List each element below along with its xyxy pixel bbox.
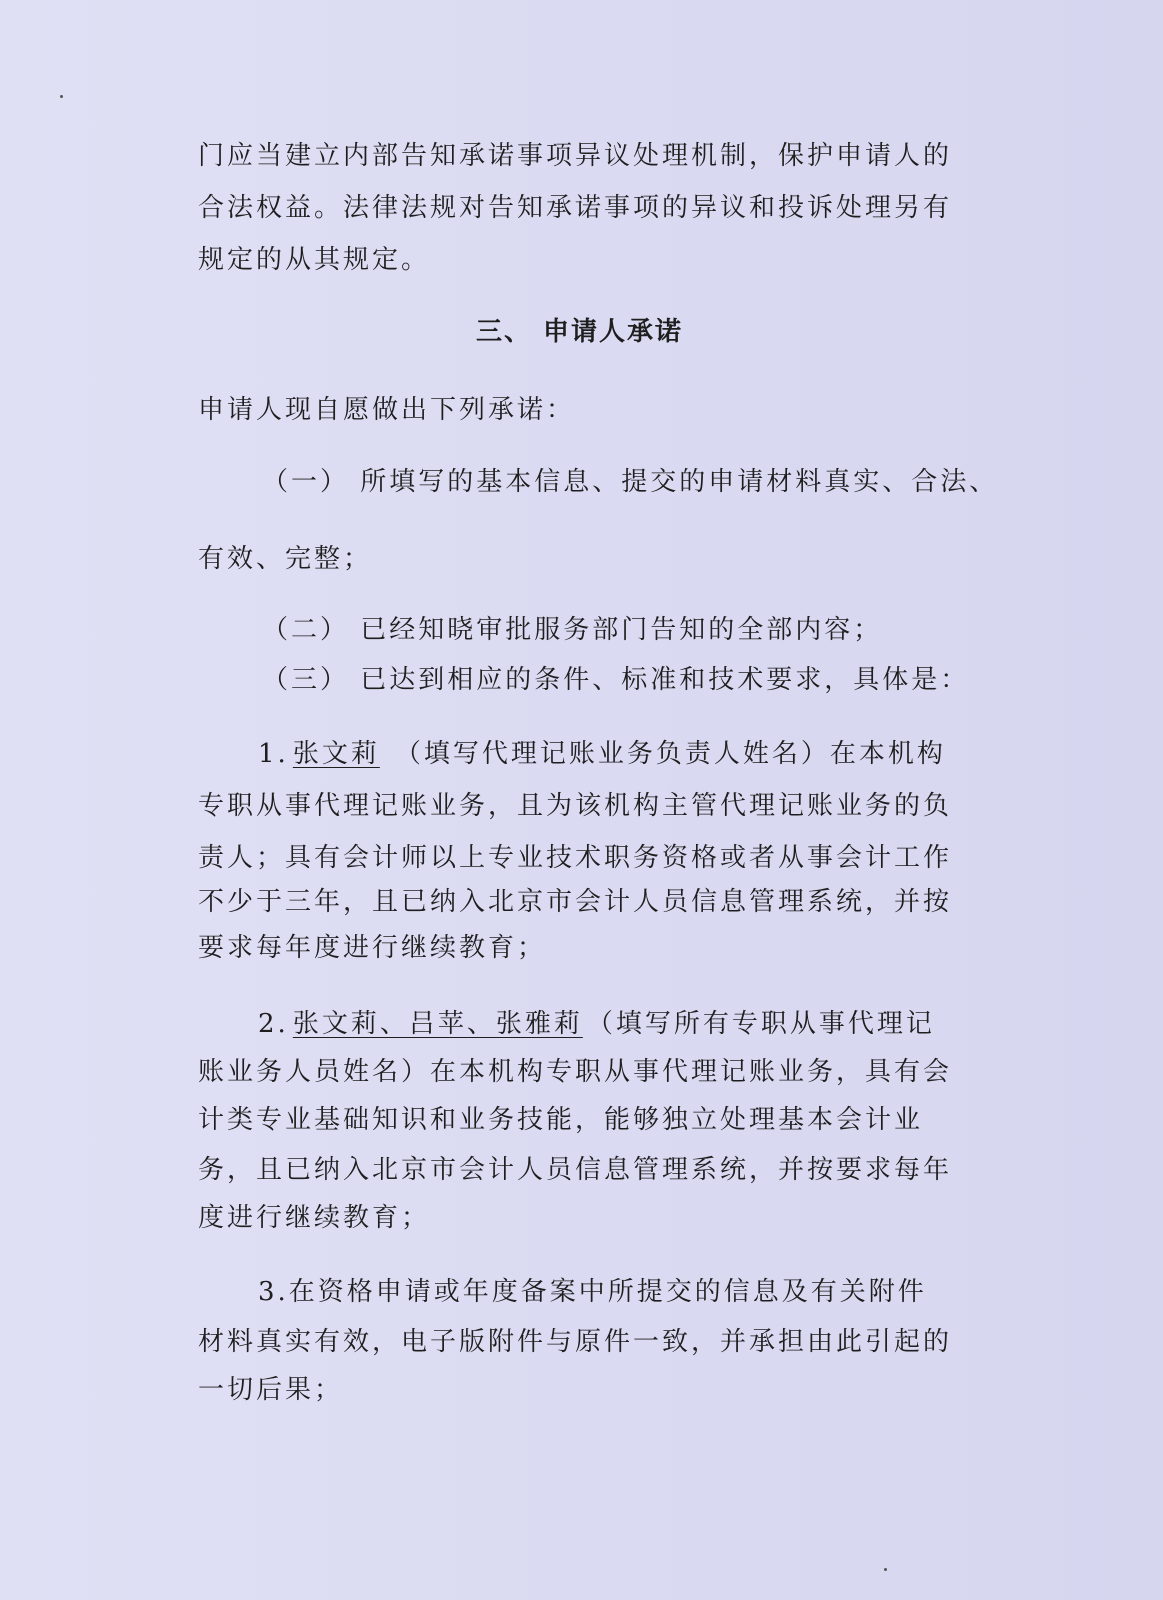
scan-speck — [884, 1568, 887, 1571]
text-line: 规定的从其规定。 — [198, 245, 431, 275]
text-line: 度进行继续教育； — [198, 1203, 431, 1233]
paragraph-3-first-line: 3.在资格申请或年度备案中所提交的信息及有关附件 — [258, 1277, 927, 1307]
paragraph-text: （填写所有专职从事代理记 — [586, 1009, 935, 1039]
accounting-staff-names: 张文莉、吕苹、张雅莉 — [292, 1009, 583, 1039]
paragraph-text: （填写代理记账业务负责人姓名）在本机构 — [394, 739, 946, 769]
intro-line: 申请人现自愿做出下列承诺： — [198, 395, 576, 425]
item-2-line: （二） 已经知晓审批服务部门告知的全部内容； — [262, 615, 883, 645]
text-line: 账业务人员姓名）在本机构专职从事代理记账业务，具有会 — [198, 1057, 953, 1087]
text-line: 务，且已纳入北京市会计人员信息管理系统，并按要求每年 — [198, 1155, 953, 1185]
item-1-line: （一） 所填写的基本信息、提交的申请材料真实、合法、 — [262, 467, 999, 497]
text-line: 材料真实有效，电子版附件与原件一致，并承担由此引起的 — [198, 1327, 953, 1357]
text-line: 责人；具有会计师以上专业技术职务资格或者从事会计工作 — [198, 843, 953, 873]
item-3-line: （三） 已达到相应的条件、标准和技术要求，具体是： — [262, 665, 970, 695]
text-line: 专职从事代理记账业务，且为该机构主管代理记账业务的负 — [198, 791, 953, 821]
text-line: 不少于三年，且已纳入北京市会计人员信息管理系统，并按 — [198, 887, 953, 917]
text-line: 门应当建立内部告知承诺事项异议处理机制，保护申请人的 — [198, 141, 953, 171]
item-1-line: 有效、完整； — [198, 544, 373, 574]
text-line: 要求每年度进行继续教育； — [198, 933, 547, 963]
paragraph-number: 1. — [258, 739, 289, 769]
responsible-person-name: 张文莉 — [292, 739, 380, 769]
paragraph-2-first-line — [258, 1008, 935, 1040]
scan-speck — [60, 95, 63, 98]
paragraph-number: 2. — [258, 1009, 289, 1039]
section-heading: 三、 申请人承诺 — [476, 317, 684, 347]
text-line: 一切后果； — [198, 1375, 344, 1405]
paragraph-1-first-line — [258, 738, 946, 770]
text-line: 合法权益。法律法规对告知承诺事项的异议和投诉处理另有 — [198, 193, 953, 223]
text-line: 计类专业基础知识和业务技能，能够独立处理基本会计业 — [198, 1105, 924, 1135]
